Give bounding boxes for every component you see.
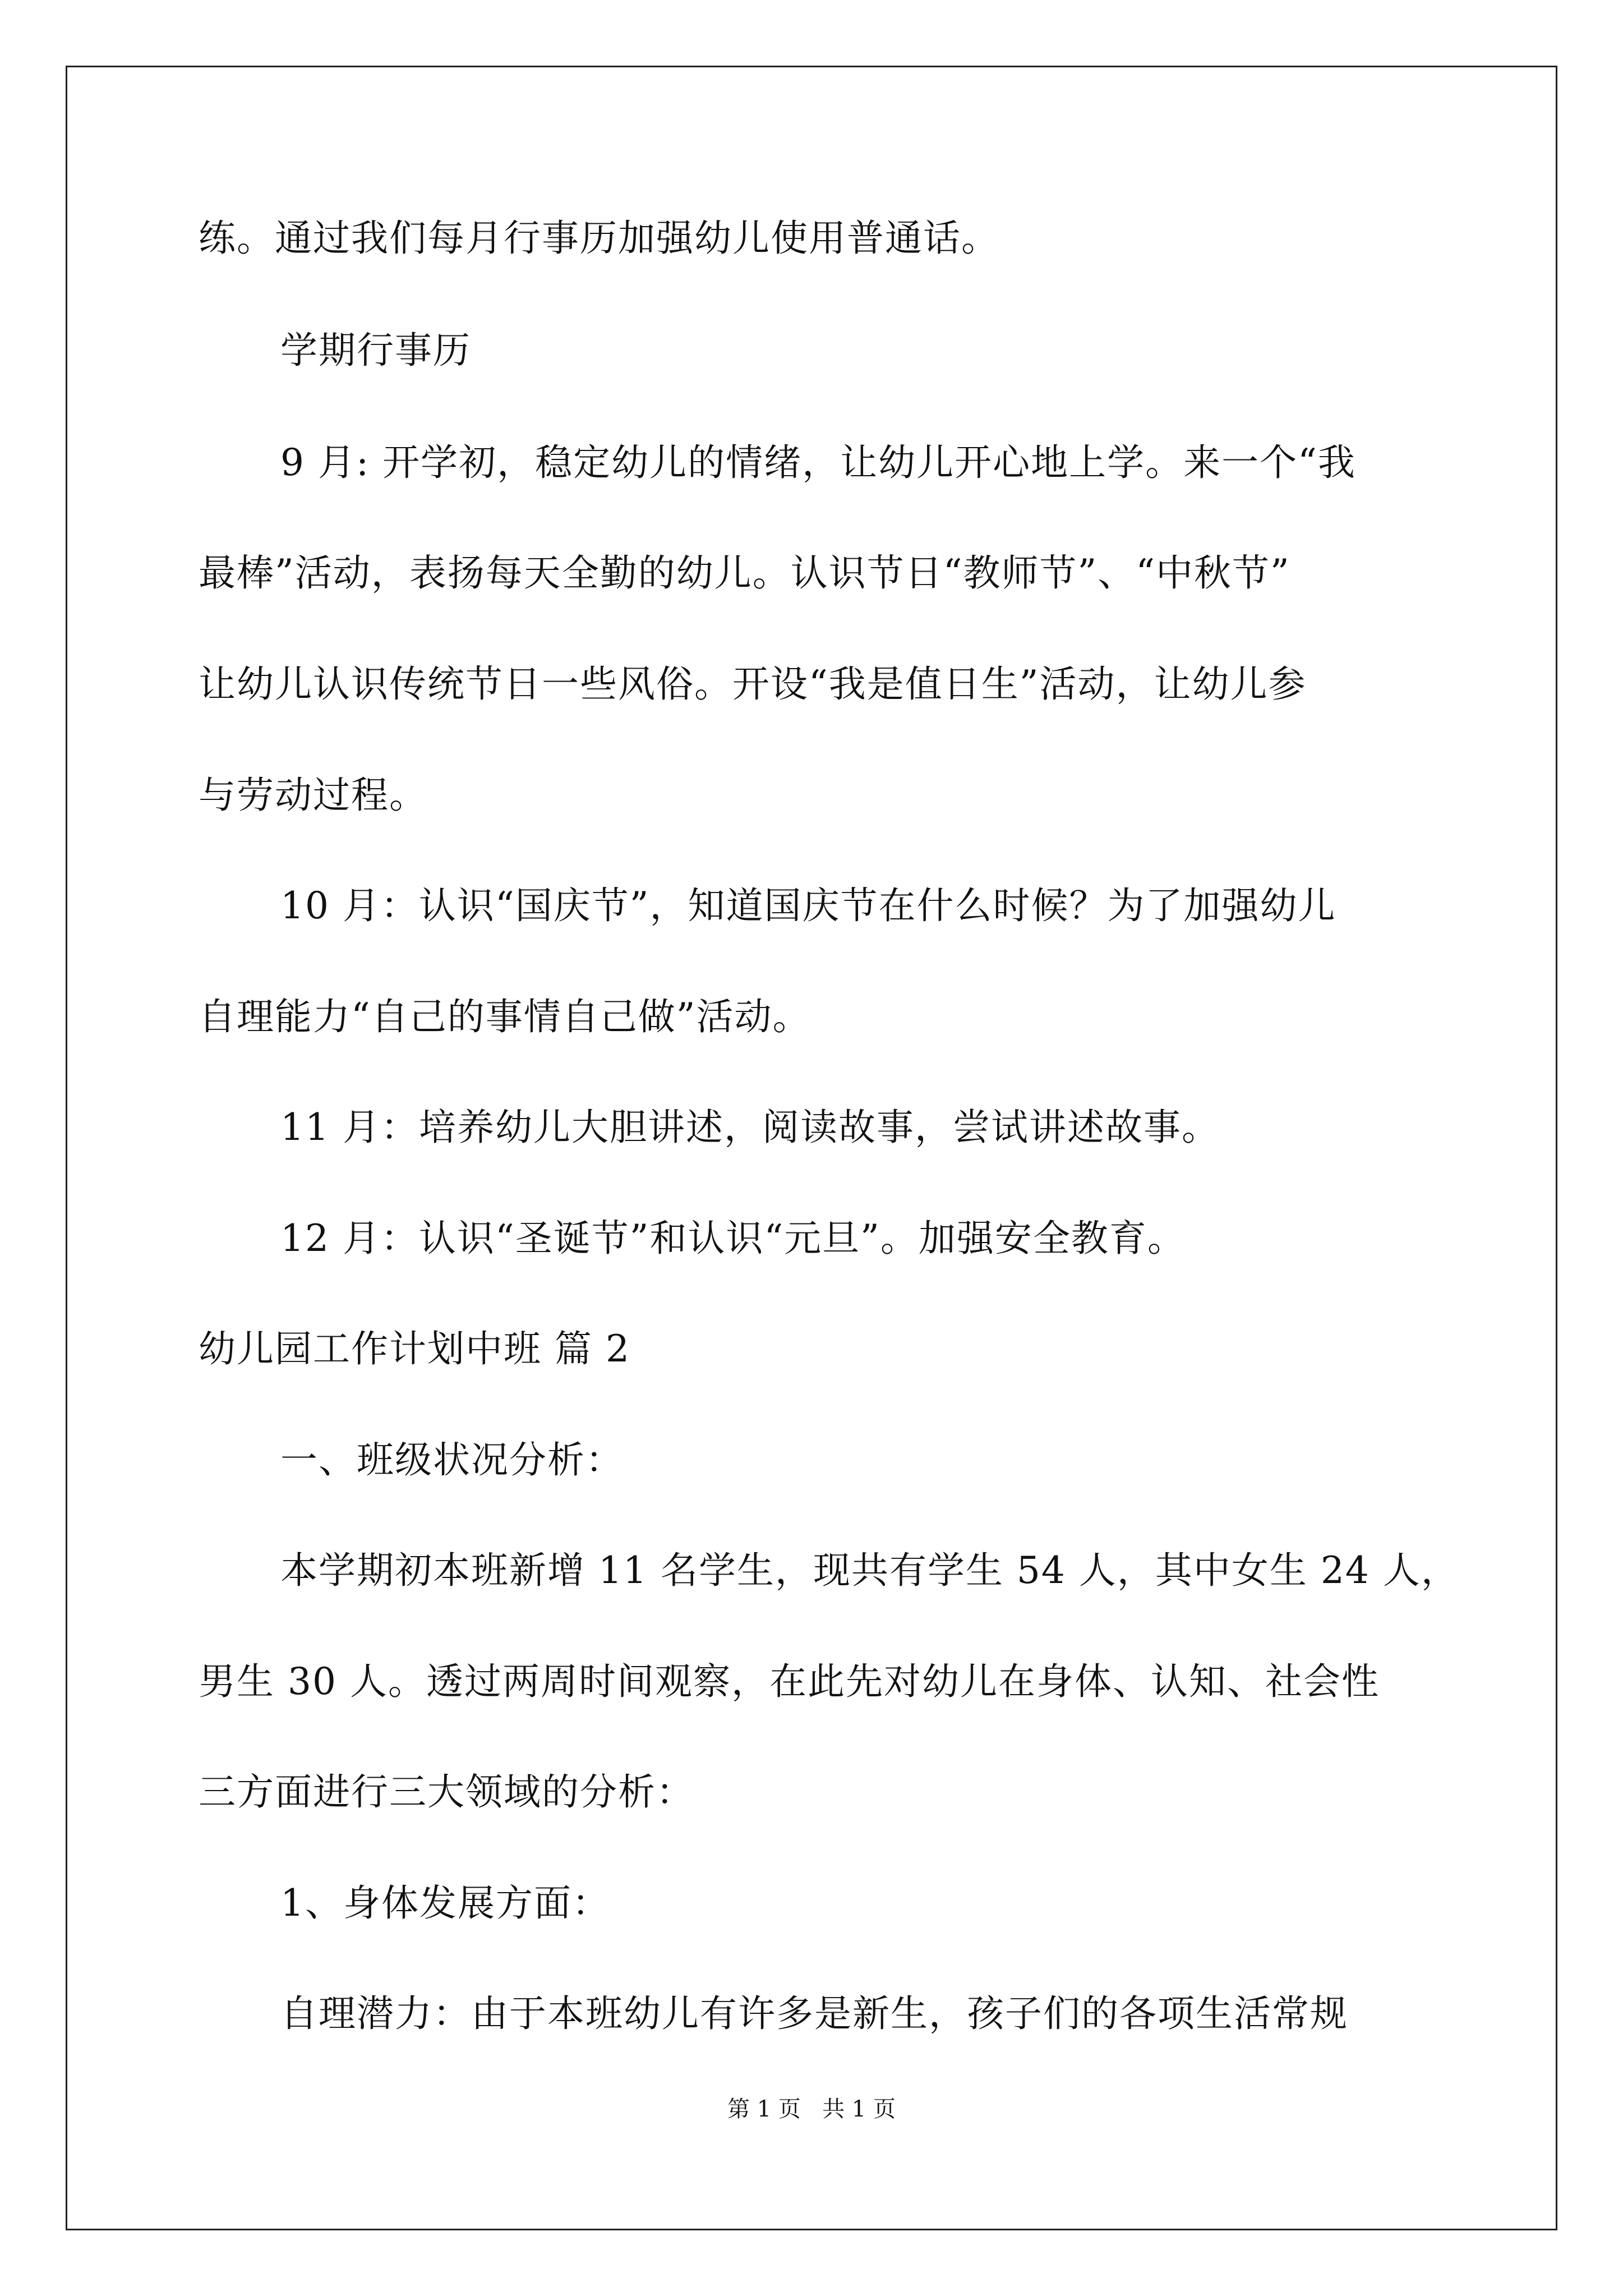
text-line: 男生 30 人。透过两周时间观察，在此先对幼儿在身体、认知、社会性: [199, 1660, 1380, 1703]
section-heading: 一、班级状况分析：: [280, 1438, 624, 1481]
section-heading: 学期行事历: [280, 329, 471, 372]
text-line: 本学期初本班新增 11 名学生，现共有学生 54 人，其中女生 24 人，: [280, 1549, 1459, 1592]
text-line: 自理能力“自己的事情自己做”活动。: [199, 995, 811, 1038]
text-line: 11 月：培养幼儿大胆讲述，阅读故事，尝试讲述故事。: [280, 1106, 1220, 1149]
text-line: 自理潜力：由于本班幼儿有许多是新生，孩子们的各项生活常规: [280, 1992, 1348, 2035]
text-line: 练。通过我们每月行事历加强幼儿使用普通话。: [199, 217, 999, 260]
subsection-heading: 1、身体发展方面：: [280, 1881, 610, 1925]
text-line: 与劳动过程。: [199, 774, 427, 817]
text-line: 12 月：认识“圣诞节”和认识“元旦”。加强安全教育。: [280, 1217, 1186, 1260]
article-title: 幼儿园工作计划中班 篇 2: [199, 1327, 630, 1370]
text-line: 让幼儿认识传统节日一些风俗。开设“我是值日生”活动，让幼儿参: [199, 662, 1307, 706]
text-line: 9 月: 开学初，稳定幼儿的情绪，让幼儿开心地上学。来一个“我: [280, 441, 1356, 484]
text-line: 最棒”活动，表扬每天全勤的幼儿。认识节日“教师节”、“中秋节”: [199, 551, 1290, 595]
text-line: 三方面进行三大领域的分析：: [199, 1770, 694, 1814]
text-line: 10 月：认识“国庆节”，知道国庆节在什么时候？为了加强幼儿: [280, 884, 1336, 927]
page-number-footer: 第 1 页 共 1 页: [727, 2096, 896, 2122]
